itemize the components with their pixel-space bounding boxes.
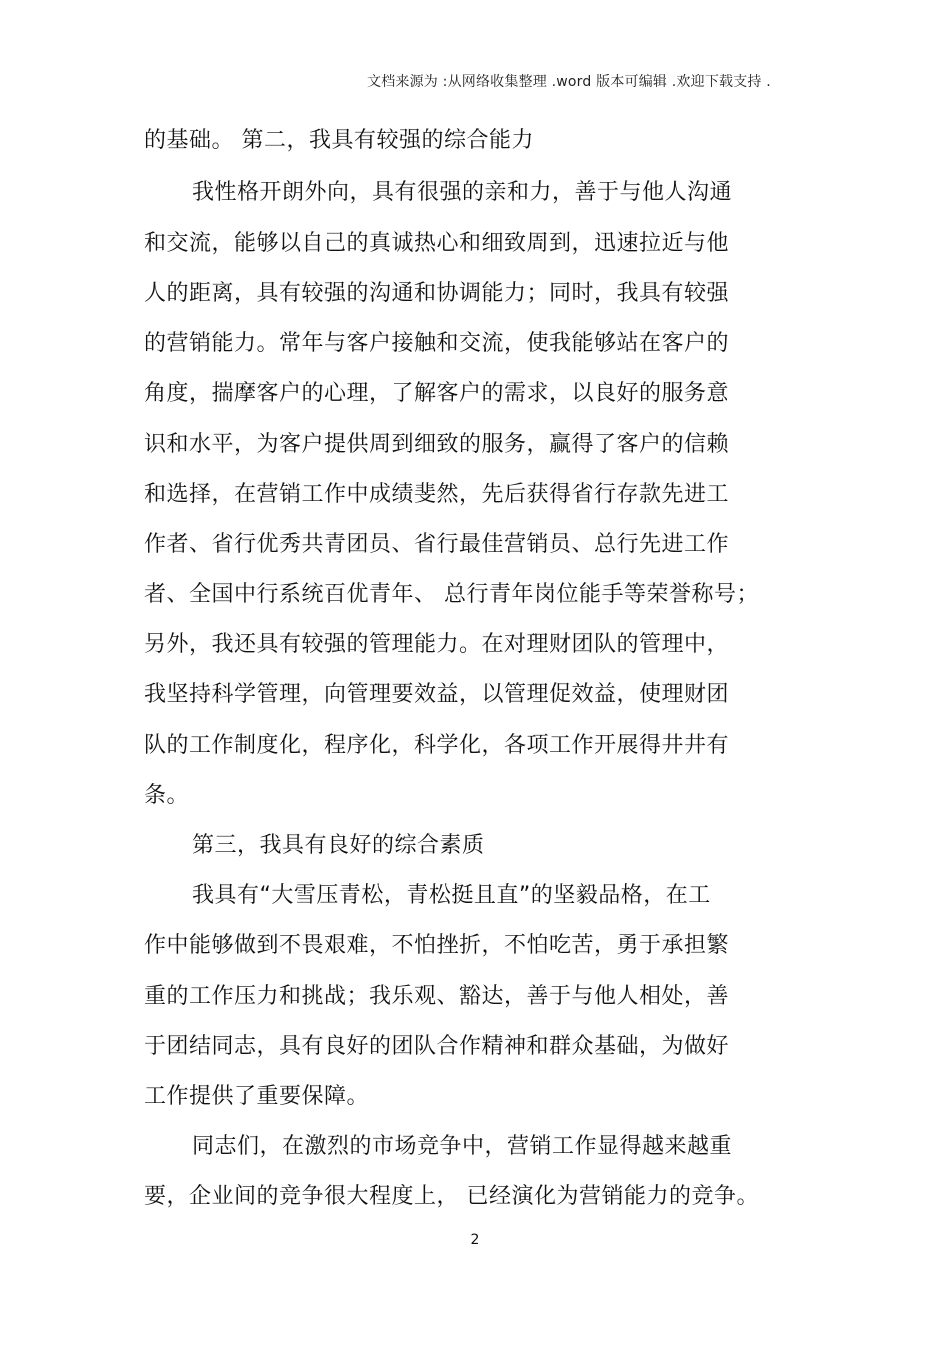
- body-line: 识和水平，为客户提供周到细致的服务，赢得了客户的信赖: [144, 432, 730, 457]
- body-line: 队的工作制度化，程序化，科学化，各项工作开展得井井有: [144, 733, 730, 758]
- body-line: 人的距离，具有较强的沟通和协调能力；同时，我具有较强: [144, 281, 730, 306]
- body-line: 工作提供了重要保障。: [144, 1084, 370, 1109]
- body-line: 于团结同志，具有良好的团队合作精神和群众基础，为做好: [144, 1034, 730, 1059]
- body-line: 我性格开朗外向，具有很强的亲和力，善于与他人沟通: [192, 180, 733, 205]
- section-heading: 第三，我具有良好的综合素质: [192, 833, 485, 858]
- body-line: 要，企业间的竞争很大程度上， 已经演化为营销能力的竞争。: [144, 1184, 759, 1209]
- body-line: 者、全国中行系统百优青年、 总行青年岗位能手等荣誉称号；: [144, 582, 759, 607]
- body-line: 的营销能力。常年与客户接触和交流，使我能够站在客户的: [144, 331, 730, 356]
- page-number: 2: [470, 1232, 480, 1248]
- body-line: 另外，我还具有较强的管理能力。在对理财团队的管理中，: [144, 632, 730, 657]
- body-line: 我坚持科学管理，向管理要效益，以管理促效益，使理财团: [144, 682, 730, 707]
- body-line: 条。: [144, 783, 190, 808]
- body-line: 我具有“大雪压青松，青松挺且直”的坚毅品格，在工: [192, 883, 711, 908]
- body-line: 作者、省行优秀共青团员、省行最佳营销员、总行先进工作: [144, 532, 730, 557]
- body-line: 和交流，能够以自己的真诚热心和细致周到，迅速拉近与他: [144, 231, 730, 256]
- body-line: 作中能够做到不畏艰难，不怕挫折，不怕吃苦，勇于承担繁: [144, 933, 730, 958]
- source-header: 文档来源为 :从网络收集整理 .word 版本可编辑 .欢迎下载支持 .: [367, 74, 771, 90]
- body-line: 重的工作压力和挑战；我乐观、豁达，善于与他人相处，善: [144, 984, 730, 1009]
- body-line: 同志们，在激烈的市场竞争中，营销工作显得越来越重: [192, 1134, 733, 1159]
- body-line: 和选择，在营销工作中成绩斐然，先后获得省行存款先进工: [144, 482, 730, 507]
- body-line: 的基础。 第二，我具有较强的综合能力: [144, 128, 534, 153]
- body-line: 角度，揣摩客户的心理，了解客户的需求，以良好的服务意: [144, 381, 730, 406]
